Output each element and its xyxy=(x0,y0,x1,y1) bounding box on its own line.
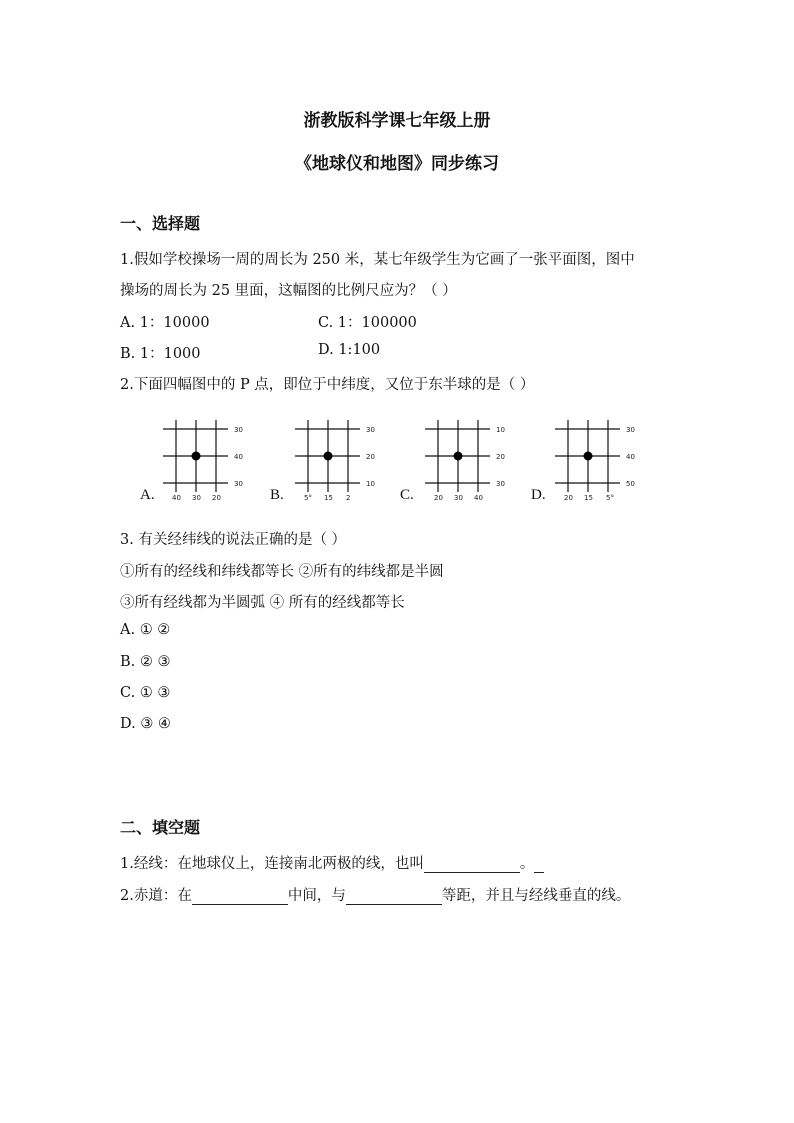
figure-c-label: C. xyxy=(400,487,414,503)
q3-statements-1: ①所有的经线和纬线都等长 ②所有的纬线都是半圆 xyxy=(120,564,444,580)
tick: 5° xyxy=(606,494,614,502)
tick: 30 xyxy=(626,426,635,434)
tick: 30 xyxy=(234,426,243,434)
q2-stem: 2.下面四幅图中的 P 点，即位于中纬度，又位于东半球的是（ ） xyxy=(120,377,535,393)
fill-q2 xyxy=(120,884,630,905)
q1-option-a: A. 1：10000 xyxy=(120,315,210,331)
fill-q2-text-1: 2.赤道：在 xyxy=(120,888,192,904)
tick: 40 xyxy=(626,453,635,461)
tick: 10 xyxy=(366,480,375,488)
figure-b-grid xyxy=(290,418,380,504)
figure-a-label: A. xyxy=(140,487,155,503)
figure-d-label: D. xyxy=(531,487,546,503)
q1-option-d: D. 1:100 xyxy=(318,342,381,358)
q3-option-a: A. ① ② xyxy=(120,622,171,638)
tick: 15 xyxy=(324,494,333,502)
tick: 20 xyxy=(212,494,221,502)
point-p xyxy=(454,452,463,461)
tick: 10 xyxy=(496,426,505,434)
q3-statements-2: ③所有经线都为半圆弧 ④ 所有的经线都等长 xyxy=(120,595,405,611)
q1-option-b: B. 1：1000 xyxy=(120,346,201,362)
fill-q1 xyxy=(120,852,544,873)
figure-b-label: B. xyxy=(270,487,284,503)
tick: 40 xyxy=(474,494,483,502)
tick: 20 xyxy=(366,453,375,461)
tick: 40 xyxy=(172,494,181,502)
tick: 20 xyxy=(564,494,573,502)
page-subtitle: 《地球仪和地图》同步练习 xyxy=(295,154,499,174)
fill-q1-blank-tail xyxy=(534,857,544,873)
page-title: 浙教版科学课七年级上册 xyxy=(303,111,491,131)
q1-option-c: C. 1：100000 xyxy=(318,315,417,331)
point-p xyxy=(192,452,201,461)
fill-q2-text-2: 中间，与 xyxy=(287,888,346,904)
q3-option-d: D. ③ ④ xyxy=(120,716,171,732)
q1-line2: 操场的周长为 25 里面，这幅图的比例尺应为？（ ） xyxy=(120,283,457,299)
section1-heading: 一、选择题 xyxy=(120,214,201,233)
tick: 30 xyxy=(234,480,243,488)
q1-line1: 1.假如学校操场一周的周长为 250 米，某七年级学生为它画了一张平面图，图中 xyxy=(120,252,635,268)
q3-option-b: B. ② ③ xyxy=(120,654,171,670)
tick: 50 xyxy=(626,480,635,488)
tick: 30 xyxy=(192,494,201,502)
fill-q2-text-3: 等距，并且与经线垂直的线。 xyxy=(441,888,631,904)
tick: 30 xyxy=(496,480,505,488)
tick: 30 xyxy=(366,426,375,434)
tick: 5° xyxy=(304,494,312,502)
tick: 2 xyxy=(346,494,351,502)
q3-stem: 3. 有关经纬线的说法正确的是（ ） xyxy=(120,532,347,548)
tick: 40 xyxy=(234,453,243,461)
figure-c-grid xyxy=(420,418,510,504)
tick: 30 xyxy=(454,494,463,502)
point-p xyxy=(324,452,333,461)
fill-q1-text: 1.经线：在地球仪上，连接南北两极的线，也叫 xyxy=(120,856,424,872)
tick: 20 xyxy=(434,494,443,502)
fill-q2-blank-1[interactable] xyxy=(192,889,288,905)
section2-heading: 二、填空题 xyxy=(120,818,201,837)
figure-d-grid xyxy=(550,418,640,504)
tick: 20 xyxy=(496,453,505,461)
q3-option-c: C. ① ③ xyxy=(120,685,171,701)
point-p xyxy=(584,452,593,461)
fill-q1-end: 。 xyxy=(519,856,535,872)
figure-a-grid xyxy=(158,418,248,504)
fill-q2-blank-2[interactable] xyxy=(346,889,442,905)
tick: 15 xyxy=(584,494,593,502)
fill-q1-blank[interactable] xyxy=(424,857,520,873)
